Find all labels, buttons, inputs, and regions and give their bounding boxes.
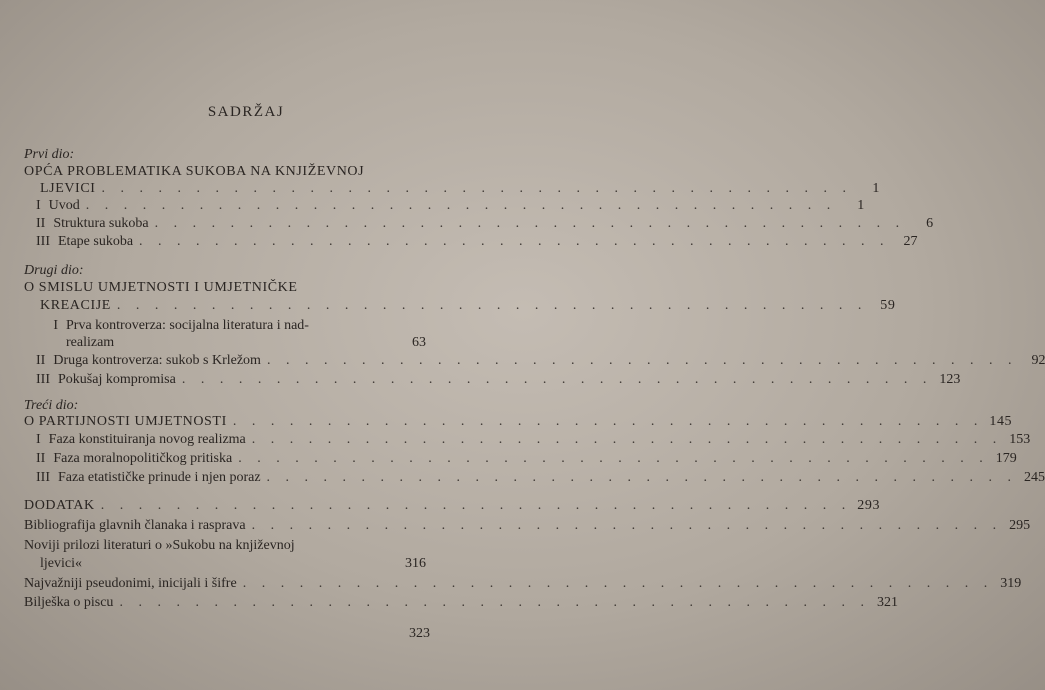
toc-entry-page: 321 [876, 595, 898, 610]
toc-entry-page: 179 [995, 451, 1017, 466]
leader-dots: . . . . . . . . . . . . . . . . . . . . . . . . . . . . . . . . . . . . . . . . [232, 414, 984, 429]
toc-entry-page: 316 [405, 556, 426, 571]
leader-dots: . . . . . . . . . . . . . . . . . . . . . . . . . . . . . . . . . . . . . . . . [85, 198, 837, 213]
toc-entry-label: ljevici« [40, 556, 82, 571]
toc-entry [36, 372, 961, 388]
leader-dots: . . . . . . . . . . . . . . . . . . . . . . . . . . . . . . . . . . . . . . . . [251, 518, 1003, 533]
part-heading-2: O SMISLU UMJETNOSTI I UMJETNIČKE [24, 280, 298, 295]
appendix-heading: DODATAK [24, 498, 95, 513]
toc-entry-label: Faza konstituiranja novog realizma [48, 432, 246, 447]
chapter-number: I [36, 432, 41, 447]
toc-entry-label: Etape sukoba [58, 234, 134, 249]
toc-entry [24, 498, 881, 514]
toc-entry-label: Faza etatističke prinude i njen poraz [58, 470, 261, 485]
part-heading-1: OPĆA PROBLEMATIKA SUKOBA NA KNJIŽEVNOJ [24, 164, 365, 179]
toc-entry-page: 27 [903, 234, 918, 249]
toc-entry-label: Prva kontroverza: socijalna literatura i nad- [66, 318, 309, 333]
leader-dots: . . . . . . . . . . . . . . . . . . . . . . . . . . . . . . . . . . . . . . . . [119, 595, 870, 610]
chapter-number: I [53, 318, 58, 333]
leader-dots: . . . . . . . . . . . . . . . . . . . . . . . . . . . . . . . . . . . . . . . . [266, 470, 1018, 485]
part-label-3: Treći dio: [24, 398, 79, 413]
leader-dots: . . . . . . . . . . . . . . . . . . . . . . . . . . . . . . . . . . . . . . . . [238, 451, 989, 466]
part-label-1: Prvi dio: [24, 147, 75, 162]
toc-entry-continuation [40, 556, 426, 572]
toc-entry-page: 1 [857, 198, 865, 213]
toc-entry-label: Pokušaj kompromisa [58, 372, 176, 387]
leader-dots: . . . . . . . . . . . . . . . . . . . . . . . . . . . . . . . . . . . . . . . . [251, 432, 1003, 447]
toc-entry-page: 153 [1009, 432, 1031, 447]
toc-entry-continuation [66, 335, 426, 351]
toc-entry-label: Bilješka o piscu [24, 595, 114, 610]
toc-entry [36, 216, 934, 232]
toc-entry [24, 595, 898, 611]
chapter-number: I [36, 198, 41, 213]
toc-entry-label: Uvod [48, 198, 80, 213]
part-heading-3: O PARTIJNOSTI UMJETNOSTI [24, 414, 227, 429]
leader-dots: . . . . . . . . . . . . . . . . . . . . . . . . . . . . . . . . . . . . . . . . [154, 216, 906, 231]
toc-entry-page: 123 [939, 372, 961, 387]
toc-entry [36, 432, 1031, 448]
leader-dots: . . . . . . . . . . . . . . . . . . . . . . . . . . . . . . . . . . . . . . . . [242, 576, 994, 591]
toc-entry-page: 92 [1031, 353, 1045, 368]
toc-entry-page: 319 [1000, 576, 1022, 591]
leader-dots: . . . . . . . . . . . . . . . . . . . . . . . . . . . . . . . . . . . . . . . . [100, 498, 852, 513]
toc-entry-label: KREACIJE [40, 298, 111, 313]
toc-entry-page: 293 [857, 498, 881, 513]
toc-entry-label: Bibliografija glavnih članaka i rasprava [24, 518, 246, 533]
toc-entry [24, 576, 1022, 592]
toc-entry [40, 298, 896, 314]
chapter-number: III [36, 234, 50, 249]
toc-entry-label: Faza moralnopolitičkog pritiska [53, 451, 233, 466]
toc-entry-page: 1 [872, 181, 881, 196]
toc-entry [40, 181, 881, 197]
toc-entry-page: 295 [1009, 518, 1031, 533]
part-label-2: Drugi dio: [24, 263, 84, 278]
toc-entry [36, 451, 1017, 467]
leader-dots: . . . . . . . . . . . . . . . . . . . . . . . . . . . . . . . . . . . . . . . . [266, 353, 1018, 368]
toc-entry-label: LJEVICI [40, 181, 96, 196]
toc-entry-page: 6 [926, 216, 934, 231]
toc-entry-label: Struktura sukoba [53, 216, 149, 231]
toc-entry [24, 518, 1031, 534]
chapter-number: II [36, 216, 46, 231]
toc-entry [36, 470, 1045, 486]
leader-dots: . . . . . . . . . . . . . . . . . . . . . . . . . . . . . . . . . . . . . . . . [101, 181, 853, 196]
toc-entry-label: Najvažniji pseudonimi, inicijali i šifre [24, 576, 237, 591]
toc-entry-page: 145 [989, 414, 1013, 429]
toc-entry-page: 59 [880, 298, 896, 313]
chapter-number: II [36, 451, 46, 466]
chapter-number: II [36, 353, 46, 368]
toc-entry [36, 234, 918, 250]
leader-dots: . . . . . . . . . . . . . . . . . . . . . . . . . . . . . . . . . . . . . . . . [139, 234, 890, 249]
page-number: 323 [409, 626, 430, 641]
leader-dots: . . . . . . . . . . . . . . . . . . . . . . . . . . . . . . . . . . . . . . . . [181, 372, 933, 387]
toc-entry-label: Druga kontroverza: sukob s Krležom [53, 353, 261, 368]
toc-entry [36, 353, 1045, 369]
chapter-number: III [36, 470, 50, 485]
toc-entry [36, 318, 309, 334]
toc-entry-page: 63 [412, 335, 426, 350]
chapter-number: III [36, 372, 50, 387]
toc-entry-page: 245 [1024, 470, 1045, 485]
page-title: SADRŽAJ [207, 104, 285, 120]
toc-entry [24, 414, 1013, 430]
toc-entry-label: realizam [66, 335, 115, 350]
leader-dots: . . . . . . . . . . . . . . . . . . . . . . . . . . . . . . . . . . . . . . . . [116, 298, 868, 313]
toc-entry-label: Noviji prilozi literaturi o »Sukobu na književnoj [24, 538, 295, 553]
toc-entry [36, 198, 865, 214]
